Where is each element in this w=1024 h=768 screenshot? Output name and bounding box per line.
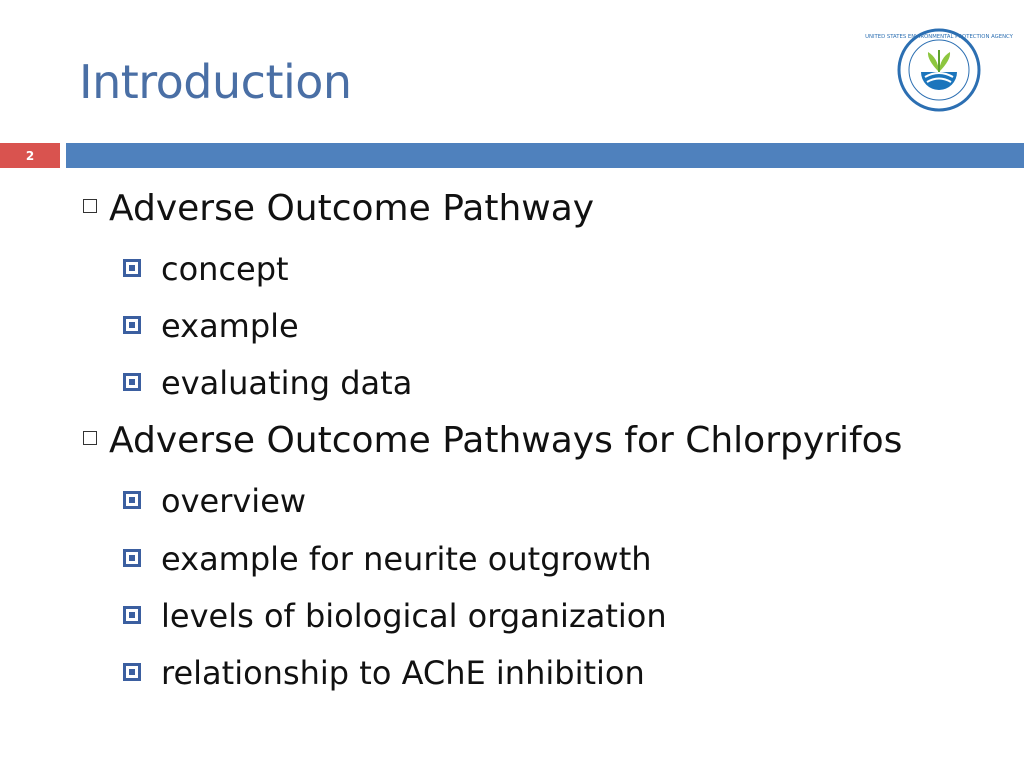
sub-bullet-item-neurite-outgrowth: example for neurite outgrowth — [123, 540, 652, 578]
logo-text: UNITED STATES ENVIRONMENTAL PROTECTION AGENCY — [865, 34, 1013, 40]
bullet-item-aop-chlorpyrifos: Adverse Outcome Pathways for Chlorpyrifos — [83, 420, 902, 461]
filled-square-bullet-icon — [123, 373, 141, 391]
sub-bullet-item-evaluating-data: evaluating data — [123, 364, 412, 402]
page-number-badge: 2 — [0, 143, 60, 168]
filled-square-bullet-icon — [123, 606, 141, 624]
sub-bullet-item-biological-organization: levels of biological organization — [123, 597, 667, 635]
slide-title: Introduction — [79, 55, 352, 109]
sub-bullet-item-concept: concept — [123, 250, 289, 288]
square-bullet-icon — [83, 199, 97, 213]
sub-bullet-item-ache-inhibition: relationship to AChE inhibition — [123, 654, 645, 692]
bullet-item-adverse-outcome-pathway: Adverse Outcome Pathway — [83, 188, 594, 229]
sub-bullet-item-overview: overview — [123, 482, 306, 520]
filled-square-bullet-icon — [123, 316, 141, 334]
square-bullet-icon — [83, 431, 97, 445]
filled-square-bullet-icon — [123, 259, 141, 277]
filled-square-bullet-icon — [123, 491, 141, 509]
sub-bullet-item-example: example — [123, 307, 299, 345]
filled-square-bullet-icon — [123, 663, 141, 681]
filled-square-bullet-icon — [123, 549, 141, 567]
